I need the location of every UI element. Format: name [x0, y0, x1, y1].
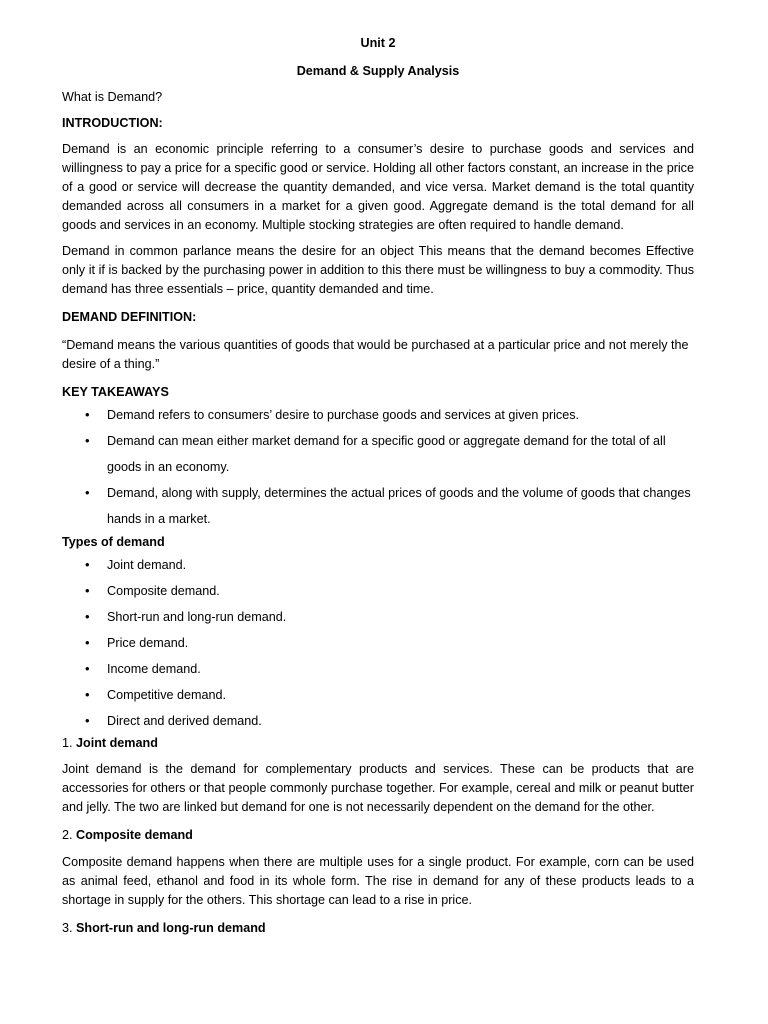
- short-long-run-demand-heading: [62, 919, 694, 938]
- list-item: • Demand can mean either market demand for a specific good or aggregate demand for the total of all goods in an economy.: [62, 428, 694, 480]
- introduction-paragraph-2: Demand in common parlance means the desire for an object This means that the demand becomes Effective only it if is backed by the purchasing power in addition to this there must be willingness to buy a commodity. Thus demand has three essentials – price, quantity demanded and time.: [62, 244, 694, 296]
- bullet-icon: •: [85, 609, 90, 624]
- bullet-icon: •: [85, 583, 90, 598]
- composite-demand-paragraph: Composite demand happens when there are multiple uses for a single product. For example, corn can be used as animal feed, ethanol and food in its whole form. The rise in demand for any of these products leads to a shortage in supply for the others. This shortage can lead to a rise in price.: [62, 855, 694, 907]
- section-title: Short-run and long-run demand: [76, 921, 266, 935]
- list-item: • Short-run and long-run demand.: [62, 604, 694, 630]
- definition-quote: “Demand means the various quantities of goods that would be purchased at a particular price and not merely the desire of a thing.”: [62, 338, 689, 371]
- document-page: [62, 34, 694, 938]
- list-item: • Price demand.: [62, 630, 694, 656]
- list-item: • Income demand.: [62, 656, 694, 682]
- introduction-heading: INTRODUCTION:: [62, 116, 163, 130]
- definition-heading: DEMAND DEFINITION:: [62, 310, 197, 324]
- bullet-icon: •: [85, 557, 90, 572]
- bullet-icon: •: [85, 661, 90, 676]
- types-of-demand-list: [62, 552, 694, 734]
- bullet-icon: •: [85, 635, 90, 650]
- what-is-demand-question: What is Demand?: [62, 90, 163, 104]
- unit-heading: Unit 2: [360, 36, 396, 50]
- list-item: • Demand refers to consumers’ desire to purchase goods and services at given prices.: [62, 402, 694, 428]
- list-item: • Demand, along with supply, determines the actual prices of goods and the volume of goods that changes hands in a market.: [62, 480, 694, 532]
- joint-demand-heading: [62, 734, 694, 753]
- bullet-icon: •: [85, 687, 90, 702]
- list-item: • Composite demand.: [62, 578, 694, 604]
- list-item: • Direct and derived demand.: [62, 708, 694, 734]
- bullet-icon: •: [85, 713, 90, 728]
- key-takeaways-list: [62, 402, 694, 532]
- section-number: 2.: [62, 828, 73, 842]
- list-item: • Competitive demand.: [62, 682, 694, 708]
- bullet-icon: •: [85, 407, 90, 422]
- section-number: 1.: [62, 736, 73, 750]
- key-takeaways-heading: KEY TAKEAWAYS: [62, 385, 169, 399]
- section-title: Joint demand: [76, 736, 158, 750]
- types-of-demand-heading: Types of demand: [62, 535, 165, 549]
- bullet-icon: •: [85, 485, 90, 500]
- list-item: • Joint demand.: [62, 552, 694, 578]
- document-title: Demand & Supply Analysis: [296, 64, 460, 78]
- introduction-paragraph-1: Demand is an economic principle referring to a consumer’s desire to purchase goods and services and willingness to pay a price for a specific good or service. Holding all other factors constant, an increase in the price of a good or service will decrease the quantity demanded, and vice versa. Market demand is the total quantity demanded across all consumers in a market for a given good. Aggregate demand is the total demand for all goods and services in an economy. Multiple stocking strategies are often required to handle demand.: [62, 142, 694, 232]
- section-number: 3.: [62, 921, 73, 935]
- section-title: Composite demand: [76, 828, 193, 842]
- composite-demand-heading: [62, 826, 694, 845]
- bullet-icon: •: [85, 433, 90, 448]
- joint-demand-paragraph: Joint demand is the demand for complementary products and services. These can be products that are accessories for others or that people commonly purchase together. For example, cereal and milk or peanut butter and jelly. The two are linked but demand for one is not necessarily dependent on the demand for the other.: [62, 762, 694, 814]
